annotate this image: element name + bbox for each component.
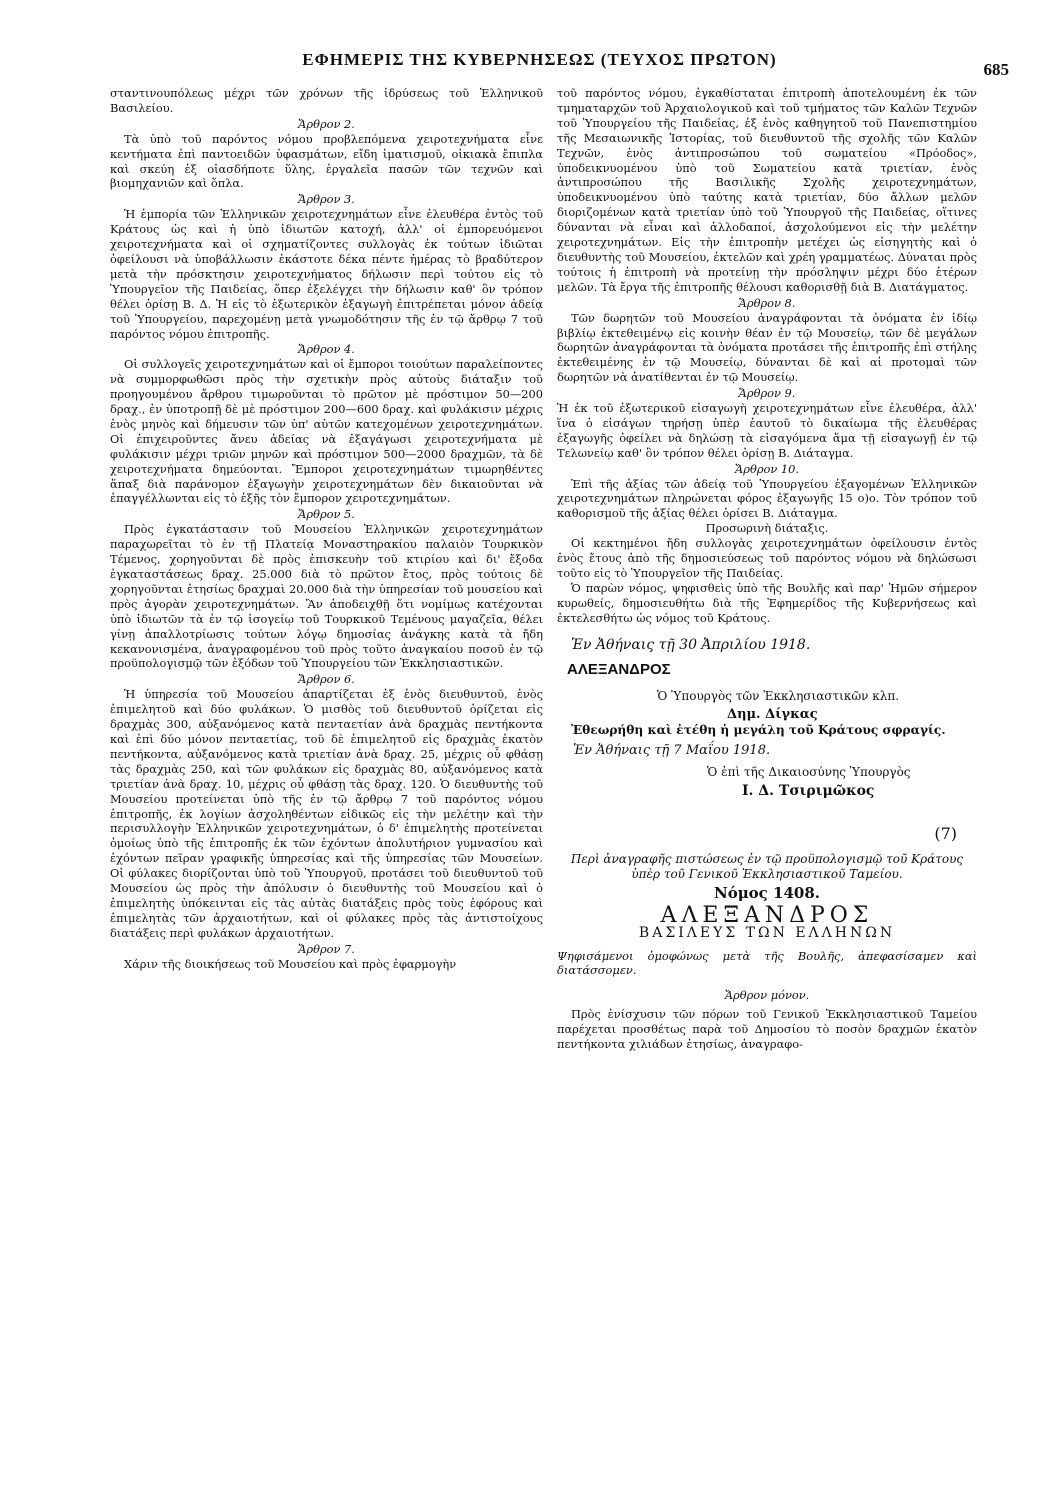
seal-note: Ἐθεωρήθη καὶ ἐτέθη ἡ μεγάλη τοῦ Κράτους σφραγίς. <box>571 723 946 738</box>
article-heading: Ἄρθρον 6. <box>298 672 355 687</box>
article-heading: Ἄρθρον 3. <box>298 192 355 207</box>
article-heading: Ἄρθρον 7. <box>298 941 355 956</box>
section-number: (7) <box>934 823 957 843</box>
article-6-text: Ἡ ὑπηρεσία τοῦ Μουσείου ἀπαρτίζεται ἐξ ἑνὸς διευθυντοῦ, ἑνὸς ἐπιμελητοῦ καὶ δύο φυλάκων. Ὁ μισθὸς τοῦ διευθυντοῦ ὁρίζεται εἰς δραχμὰς 300, αὐξανόμενος κατὰ πενταετίαν ἀνὰ δραχμὰς πεντήκοντα καὶ ἐπὶ δύο μόνον πενταετίας, τοῦ δὲ ἐπιμελητοῦ εἰς δραχμὰς ἑκατὸν πεντήκοντα, αὐξανόμενος κατὰ τριετίαν ἀνὰ δραχ. 25, μέχρις οὗ φθάσῃ τὰς δραχμὰς 250, καὶ τῶν φυλάκων εἰς δραχμὰς 80, αὐξανόμενος κατὰ τριετίαν ἀνὰ δραχ. 10, μέχρις οὗ φθάσῃ τὰς δραχ. 120. Ὁ διευθυντὴς τοῦ Μουσείου προτείνεται ὑπὸ τῆς ἐν τῷ ἄρθρῳ 7 τοῦ παρόντος νόμου ἐπιτροπῆς, ἐκ λογίων ἀσχοληθέντων εἰδικῶς εἰς τὴν μελέτην καὶ τὴν περισυλλογὴν Ἑλληνικῶν χειροτεχνημάτων, ὁ δ' ἐπιμελητὴς προτείνεται ὁμοίως ὑπὸ τῆς ἐπιτροπῆς ἐκ τῶν ἐχόντων ἀπολυτήριον γυμνασίου καὶ ἐχόντων πεῖραν γραφικῆς ὑπηρεσίας καὶ τῆς ὑπηρεσίας τῶν Μουσείων. Οἱ φύλακες διορίζονται ὑπὸ τοῦ Ὑπουργοῦ, προτάσει τοῦ διευθυντοῦ τοῦ Μουσείου ὡς πρὸς τὴν ἀπόλυσιν ὁ διευθυντὴς τοῦ Μουσείου καὶ ὁ ἐπιμελητὴς ὑπόκεινται εἰς τὰς αὐτὰς διατάξεις πρὸς τοὺς ἐφόρους καὶ ἐπιμελητὰς τῶν ἀρχαιοτήτων, καὶ οἱ φύλακες πρὸς τὰς ἀντιστοίχους διατάξεις περὶ φυλάκων ἀρχαιοτήτων. <box>110 687 543 940</box>
article-heading: Ἄρθρον 4. <box>298 342 355 357</box>
paragraph-continued: σταντινουπόλεως μέχρι τῶν χρόνων τῆς ἱδρύσεως τοῦ Ἑλληνικοῦ Βασιλείου. <box>110 86 543 115</box>
king-signature: ΑΛΕΞΑΝΔΡΟΣ <box>567 660 671 678</box>
king-title-heading: ΒΑΣΙΛΕΥΣ ΤΩΝ ΕΛΛΗΝΩΝ <box>638 924 896 941</box>
minister-title: Ὁ Ὑπουργὸς τῶν Ἐκκλησιαστικῶν κλπ. <box>657 689 900 704</box>
article-3-text: Ἡ ἐμπορία τῶν Ἑλληνικῶν χειροτεχνημάτων εἶνε ἐλευθέρα ἐντὸς τοῦ Κράτους ὡς καὶ ἡ ὑπὸ ἰδιωτῶν κατοχή, ἀλλ' οἱ ἐμπορευόμενοι χειροτεχνήματα καὶ οἱ σχηματίζοντες συλλογὰς ἐκ τούτων ἰδιῶται ὀφείλουσι νὰ ὑποβάλλωσιν ἑκάστοτε δέκα πέντε ἡμέρας τὸ βραδύτερον μετὰ τὴν πρόσκτησιν χειροτεχνήματος δήλωσιν περὶ τούτου εἰς τὸ Ὑπουργεῖον τῆς Παιδείας, ὅπερ ἐξελέγχει τὴν δήλωσιν καθ' ὃν τρόπον θέλει ὁρίσῃ Β. Δ. Ἡ εἰς τὸ ἐξωτερικὸν ἐξαγωγὴ ἐπιτρέπεται μόνον ἀδείᾳ τοῦ Ὑπουργείου, παρεχομένῃ μετὰ γνωμοδότησιν τῆς ἐν τῷ ἄρθρῳ 7 τοῦ παρόντος νόμου ἐπιτροπῆς. <box>110 207 543 341</box>
page-number: 685 <box>983 60 1009 79</box>
signing-date: Ἐν Ἀθήναις τῇ 30 Ἀπριλίου 1918. <box>571 636 811 653</box>
king-name-heading: ΑΛΕΞΑΝΔΡΟΣ <box>660 902 874 928</box>
law-preamble: Ψηφισάμενοι ὁμοφώνως μετὰ τῆς Βουλῆς, ἀπεφασίσαμεν καὶ διατάσσομεν. <box>557 948 977 978</box>
article-9-text: Ἡ ἐκ τοῦ ἐξωτερικοῦ εἰσαγωγὴ χειροτεχνημάτων εἶνε ἐλευθέρα, ἀλλ' ἵνα ὁ εἰσάγων τηρήσῃ ὑπὲρ ἑαυτοῦ τὸ δικαίωμα τῆς ἐλευθέρας ἐξαγωγῆς ὀφείλει νὰ δηλώσῃ τὰ εἰσαγόμενα ἅμα τῇ εἰσαγωγῇ ἐν τῷ Τελωνείῳ καθ' ὃν τρόπον θέλει ὁρίσῃ Β. Διάταγμα. <box>557 401 977 460</box>
article-10-text: Ἐπὶ τῆς ἀξίας τῶν ἀδείᾳ τοῦ Ὑπουργείου ἐξαγομένων Ἑλληνικῶν χειροτεχνημάτων πληρώνεται φόρος ἐξαγωγῆς 15 ο)ο. Τὸν τρόπον τοῦ καθορισμοῦ τῆς ἀξίας θέλει ὁρίσει Β. Διάταγμα. <box>557 476 977 521</box>
gazette-title: ΕΦΗΜΕΡΙΣ ΤΗΣ ΚΥΒΕΡΝΗΣΕΩΣ (ΤΕΥΧΟΣ ΠΡΩΤΟΝ) <box>302 50 777 69</box>
article-4-text: Οἱ συλλογεῖς χειροτεχνημάτων καὶ οἱ ἔμποροι τοιούτων παραλείποντες νὰ συμμορφωθῶσι πρὸς τὴν σχετικὴν πρὸς αὐτοὺς διάταξιν τοῦ προηγουμένου ἄρθρου τιμωροῦνται τὸ πρῶτον μὲ πρόστιμον 50—200 δραχ., ἐν ὑποτροπῇ δὲ μὲ πρόστιμον 200—600 δραχ. καὶ φυλάκισιν μέχρις ἑνὸς μηνὸς καὶ δήμευσιν τῶν ὑπ' αὐτῶν κατεχομένων χειροτεχνημάτων. Οἱ ἐπιχειροῦντες ἄνευ ἀδείας νὰ ἐξαγάγωσι χειροτεχνήματα μὲ φυλάκισιν μέχρι τριῶν μηνῶν καὶ πρόστιμον 500—2000 δραχμῶν, τὰ δὲ χειροτεχνήματα δημεύονται. Ἔμποροι χειροτεχνημάτων τιμωρηθέντες ἅπαξ διὰ παράνομον ἐξαγωγὴν χειροτεχνημάτων δὲν δικαιοῦνται νὰ ἐπαγγέλλωνται εἰς τὸ ἑξῆς τὸν ἔμπορον χειροτεχνημάτων. <box>110 357 543 506</box>
article-heading: Ἄρθρον 9. <box>738 386 796 401</box>
minister-name: Δημ. Δίγκας <box>727 707 818 723</box>
justice-minister-name: Ι. Δ. Τσιριμῶκος <box>742 782 875 799</box>
enactment-text: Ὁ παρὼν νόμος, ψηφισθεὶς ὑπὸ τῆς Βουλῆς καὶ παρ' Ἡμῶν σήμερον κυρωθείς, δημοσιευθήτω διὰ τῆς Ἐφημερίδος τῆς Κυβερνήσεως καὶ ἐκτελεσθήτω ὡς νόμος τοῦ Κράτους. <box>557 580 977 625</box>
left-column <box>110 86 543 1490</box>
transitional-text: Οἱ κεκτημένοι ἤδη συλλογὰς χειροτεχνημάτων ὀφείλουσιν ἐντὸς ἑνὸς ἔτους ἀπὸ τῆς δημοσιεύσεως τοῦ παρόντος νόμου νὰ δηλώσωσι τοῦτο εἰς τὸ Ὑπουργεῖον τῆς Παιδείας. <box>557 536 977 580</box>
article-heading: Ἄρθρον 8. <box>738 295 796 310</box>
article-heading: Ἄρθρον 10. <box>734 461 800 476</box>
article-7-text: Χάριν τῆς διοικήσεως τοῦ Μουσείου καὶ πρὸς ἐφαρμογὴν <box>124 956 457 971</box>
article-8-text: Τῶν δωρητῶν τοῦ Μουσείου ἀναγράφονται τὰ ὀνόματα ἐν ἰδίῳ βιβλίῳ ἐκτεθειμένῳ εἰς κοινὴν θέαν ἐν τῷ Μουσείῳ, τῶν δὲ μεγάλων δωρητῶν ἀναγράφονται τὰ ὀνόματα προτάσει τῆς ἐπιτροπῆς ἐπὶ στήλης ἐκτεθειμένης ἐν τῷ Μουσείῳ, δύνανται δὲ καὶ αἱ προτομαὶ τῶν δωρητῶν νὰ ἀνατίθενται ἐν τῷ Μουσείῳ. <box>557 310 977 385</box>
right-column <box>557 86 977 1490</box>
article-heading: Ἄρθρον μόνον. <box>724 988 810 1003</box>
law-number: Νόμος 1408. <box>713 883 821 902</box>
transitional-heading: Προσωρινὴ διάταξις. <box>705 521 829 536</box>
article-5-text: Πρὸς ἐγκατάστασιν τοῦ Μουσείου Ἑλληνικῶν χειροτεχνημάτων παραχωρεῖται τὸ ἐν τῇ Πλατείᾳ Μοναστηρακίου παλαιὸν Τουρκικὸν Τέμενος, χορηγοῦνται δὲ πρὸς ἐπισκευὴν τοῦ κτιρίου καὶ δι' ἔξοδα ἐγκαταστάσεως δραχ. 25.000 διὰ τὸ πρῶτον ἔτος, πρὸς τούτοις δὲ χορηγοῦνται ἐτησίως δραχμαὶ 20.000 διὰ τὴν ὑπηρεσίαν τοῦ μουσείου καὶ πρὸς ἀγορὰν χειροτεχνημάτων. Ἂν ἀποδειχθῇ ὅτι νομίμως κατέχονται ὑπὸ ἰδιωτῶν τὰ ἐν τῷ ἰσογείῳ τοῦ Τουρκικοῦ Τεμένους μαγαζεῖα, θέλει γίνῃ ἀπαλλοτρίωσις τούτων λόγῳ δημοσίας ἀνάγκης κατὰ τὰ ἤδη κεκανονισμένα, ἀναγραφομένου τοῦ πρὸς τοῦτο ἀναγκαίου ποσοῦ ἐν τῷ προϋπολογισμῷ τῶν ἐξόδων τοῦ Ὑπουργείου τῶν Ἐκκλησιαστικῶν. <box>110 522 543 671</box>
article-heading: Ἄρθρον 5. <box>298 507 355 522</box>
article-heading: Ἄρθρον 2. <box>298 116 355 131</box>
justice-minister-title: Ὁ ἐπὶ τῆς Δικαιοσύνης Ὑπουργὸς <box>707 765 911 780</box>
article-2-text: Τὰ ὑπὸ τοῦ παρόντος νόμου προβλεπόμενα χειροτεχνήματα εἶνε κεντήματα ἐπὶ παντοειδῶν ὑφασμάτων, εἴδη ἱματισμοῦ, οἰκιακὰ ἔπιπλα καὶ σκεύη ἐξ οἱασδήποτε ὕλης, ἐργαλεῖα πασῶν τῶν τεχνῶν καὶ βιομηχανιῶν καὶ ὅπλα. <box>110 131 543 191</box>
single-article-text: Πρὸς ἐνίσχυσιν τῶν πόρων τοῦ Γενικοῦ Ἐκκλησιαστικοῦ Ταμείου παρέχεται προσθέτως παρὰ τοῦ Δημοσίου τὸ ποσὸν δραχμῶν ἑκατὸν πεντήκοντα χιλιάδων ἐτησίως, ἀναγραφο- <box>557 1007 977 1052</box>
law-subject: Περὶ ἀναγραφῆς πιστώσεως ἐν τῷ προϋπολογισμῷ τοῦ Κράτους ὑπὲρ τοῦ Γενικοῦ Ἐκκλησιαστικοῦ Ταμείου. <box>570 851 964 881</box>
article-7-continued: τοῦ παρόντος νόμου, ἐγκαθίσταται ἐπιτροπὴ ἀποτελουμένη ἐκ τῶν τμηματαρχῶν τοῦ Ἀρχαιολογικοῦ καὶ τοῦ τμήματος τῶν Καλῶν Τεχνῶν τοῦ Ὑπουργείου τῆς Παιδείας, ἐξ ἑνὸς καθηγητοῦ τοῦ Πανεπιστημίου τῆς Μεσαιωνικῆς Ἱστορίας, τοῦ διευθυντοῦ τῆς σχολῆς τῶν Καλῶν Τεχνῶν, ἑνὸς ἀντιπροσώπου τοῦ σωματείου «Πρόοδος», ὑποδεικνυομένου ὑπὸ τοῦ Σωματείου κατὰ τριετίαν, ἑνὸς ἀντιπροσώπου τῆς Βασιλικῆς Σχολῆς χειροτεχνημάτων, ὑποδεικνυομένου ὑπὸ ταύτης κατὰ τριετίαν, δύο ἄλλων μελῶν διοριζομένων κατὰ τριετίαν ὑπὸ τοῦ Ὑπουργοῦ τῆς Παιδείας, οἵτινες δύνανται νὰ εἶναι καὶ ἀλλοδαποί, ἀσχολούμενοι εἰς τὴν μελέτην χειροτεχνημάτων. Εἰς τὴν ἐπιτροπὴν μετέχει ὡς εἰσηγητὴς καὶ ὁ διευθυντὴς τοῦ Μουσείου, ἐκτελῶν καὶ χρέη γραμματέως. Δύναται πρὸς τούτοις ἡ ἐπιτροπὴ νὰ προτείνῃ τὴν πρόσληψιν μέχρι δύο ἑτέρων μελῶν. Τὰ ἔργα τῆς ἐπιτροπῆς θέλουσι καθορισθῇ διὰ Β. Διατάγματος. <box>557 86 977 294</box>
seal-date: Ἐν Ἀθήναις τῇ 7 Μαΐου 1918. <box>573 743 771 759</box>
page-header <box>60 50 1019 84</box>
